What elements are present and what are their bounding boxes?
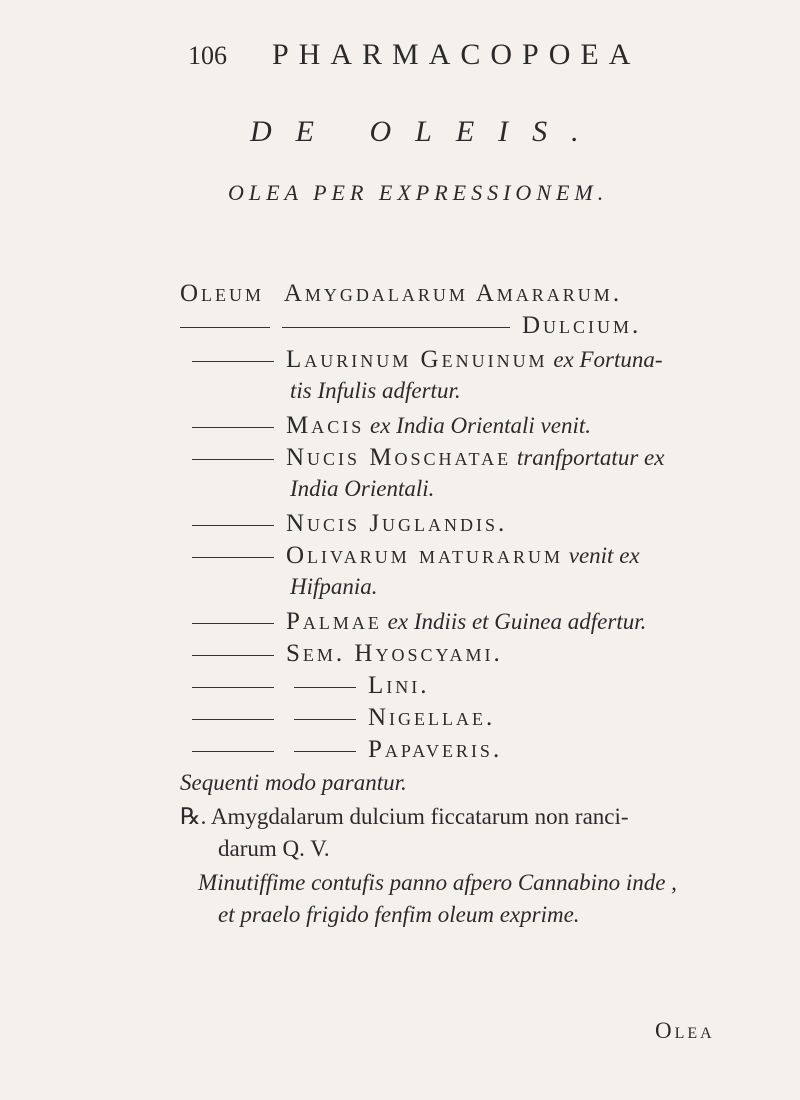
entry-line (192, 346, 663, 374)
entry-name: Nucis Juglandis. (286, 510, 508, 537)
entry-name: Macis (286, 412, 365, 439)
entry-name: Lini. (368, 672, 430, 699)
entry-lead: Oleum (180, 280, 265, 307)
ditto-dash (294, 687, 356, 688)
entry-name: Amygdalarum Amararum. (283, 280, 623, 307)
entry-line (192, 444, 664, 472)
entry-line (192, 510, 507, 538)
ditto-dash (192, 525, 274, 526)
entry-name: Sem. Hyoscyami. (286, 640, 503, 667)
entry-line (192, 672, 430, 700)
ditto-dash (192, 719, 274, 720)
entry-name: Palmae (286, 608, 382, 635)
entry-name: Dulcium. (522, 312, 642, 339)
ditto-dash (192, 751, 274, 752)
entry-name: Nucis Moschatae (286, 444, 512, 471)
page-number: 106 (188, 41, 227, 70)
ditto-dash (192, 427, 274, 428)
entry-name: Papaveris. (368, 736, 503, 763)
ditto-dash (192, 623, 274, 624)
ditto-dash (192, 459, 274, 460)
entry-note: ex Indiis et Guinea adfertur. (387, 609, 647, 634)
recipe-line: darum Q. V. (218, 836, 330, 861)
entry-line (192, 608, 646, 636)
entry-name: Nigellae. (368, 704, 496, 731)
entry-line (192, 736, 502, 764)
method-line: et praelo frigido fenfim oleum exprime. (218, 902, 580, 927)
ditto-dash (180, 327, 270, 328)
entry-name: Laurinum Genuinum (286, 346, 548, 373)
catchword: Olea (655, 1018, 715, 1043)
ditto-dash (192, 655, 274, 656)
entry-line (192, 640, 503, 668)
page-header (188, 38, 640, 72)
entry-name: Olivarum maturarum (286, 542, 563, 569)
section-title: DE OLEIS. (250, 115, 603, 148)
entry-line (180, 312, 641, 340)
section-subtitle: OLEA PER EXPRESSIONEM. (228, 180, 609, 205)
entry-note: ex India Orientali venit. (370, 413, 591, 438)
entry-line (192, 412, 591, 440)
recipe-line: ℞. Amygdalarum dulcium ficcatarum non ranci- (180, 804, 629, 829)
entry-continuation: India Orientali. (290, 476, 435, 501)
entry-line (192, 704, 495, 732)
method-line: Minutiffime contufis panno afpero Cannabino inde , (198, 870, 677, 895)
ditto-dash (192, 557, 274, 558)
ditto-dash (294, 719, 356, 720)
ditto-dash (294, 751, 356, 752)
entry-line (180, 280, 622, 308)
ditto-dash (192, 361, 274, 362)
method-heading: Sequenti modo parantur. (180, 770, 407, 795)
entry-line (192, 542, 640, 570)
entry-note: venit ex (568, 543, 640, 568)
running-title: PHARMACOPOEA (272, 38, 641, 71)
entry-note: ex Fortuna- (553, 347, 663, 372)
ditto-dash (282, 327, 510, 328)
ditto-dash (192, 687, 274, 688)
entry-note: tranfportatur ex (516, 445, 665, 470)
entry-continuation: Hifpania. (290, 574, 378, 599)
entry-continuation: tis Infulis adfertur. (290, 378, 461, 403)
